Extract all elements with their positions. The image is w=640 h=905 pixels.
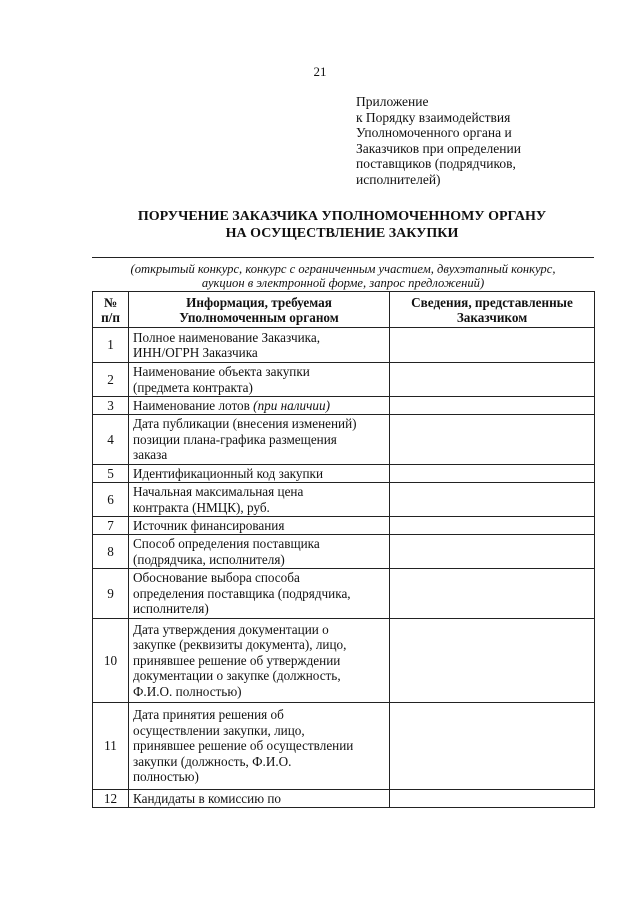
row-number: 6 [93,483,129,517]
row-info-line: Идентификационный код закупки [133,465,324,481]
row-info-line: исполнителя) [133,601,209,617]
row-value-cell[interactable] [390,328,595,363]
procedure-note-line: аукцион в электронной форме, запрос предложений) [201,276,485,290]
row-value-cell[interactable] [390,517,595,535]
row-number: 11 [93,703,129,790]
table-row [93,703,595,790]
row-info-line: Кандидаты в комиссию по [133,790,282,806]
appendix-line: поставщиков (подрядчиков, [356,156,516,172]
row-info-line: Наименование объекта закупки [133,364,310,380]
row-info-line: Дата публикации (внесения изменений) [133,416,357,432]
appendix-line: Заказчиков при определении [356,140,521,156]
row-value-cell[interactable] [390,703,595,790]
header-value-line: Сведения, представленные [411,294,573,310]
row-info [129,535,390,569]
row-value-cell[interactable] [390,465,595,483]
row-info-line: принявшее решение об осуществлении [133,738,354,754]
table-row [93,517,595,535]
row-value-cell[interactable] [390,535,595,569]
row-info [129,397,390,415]
row-number: 8 [93,535,129,569]
row-info-line: Начальная максимальная цена [133,484,304,500]
row-info [129,465,390,483]
row-info-line: осуществлении закупки, лицо, [133,722,305,738]
row-info-line: определения поставщика (подрядчика, [133,585,351,601]
row-number: 12 [93,790,129,808]
row-number: 9 [93,569,129,619]
procedure-note-line: (открытый конкурс, конкурс с ограниченным участием, двухэтапный конкурс, [130,262,556,276]
row-info-line: (подрядчика, исполнителя) [133,551,285,567]
row-info-line: Ф.И.О. полностью) [133,683,242,699]
document-title [90,209,594,242]
row-value-cell[interactable] [390,363,595,397]
row-number: 7 [93,517,129,535]
table-row [93,363,595,397]
row-info-line: (предмета контракта) [133,379,253,395]
row-info [129,790,390,808]
header-number-line: п/п [101,309,120,325]
row-number: 3 [93,397,129,415]
title-underline [92,257,594,258]
table-row [93,465,595,483]
table-row [93,790,595,808]
appendix-line: Приложение [356,94,429,109]
header-required-info [129,292,390,328]
row-info-line: позиции плана-графика размещения [133,431,337,447]
header-number-line: № [103,294,118,310]
table-header-row [93,292,595,328]
row-info-line: Дата принятия решения об [133,707,284,723]
table-row [93,569,595,619]
appendix-block [356,94,606,188]
page-number: 21 [313,64,327,79]
row-info [129,483,390,517]
row-info [129,415,390,465]
table-row [93,619,595,703]
table-row [93,415,595,465]
row-number: 5 [93,465,129,483]
row-number: 10 [93,619,129,703]
header-provided-info [390,292,595,328]
row-value-cell[interactable] [390,619,595,703]
table-row [93,397,595,415]
row-info-line: Наименование лотов [133,397,250,413]
row-value-cell[interactable] [390,397,595,415]
row-info-line: заказа [133,447,168,463]
row-info-line: полностью) [133,769,199,785]
row-value-cell[interactable] [390,569,595,619]
row-info-line: ИНН/ОГРН Заказчика [133,345,258,360]
appendix-line: исполнителей) [356,171,441,187]
row-info-line: Полное наименование Заказчика, [133,329,320,345]
row-value-cell[interactable] [390,483,595,517]
header-info-line: Информация, требуемая [186,294,332,310]
row-info [129,517,390,535]
procedure-types-note [92,262,594,290]
row-value-cell[interactable] [390,790,595,808]
row-info [129,363,390,397]
row-info [129,619,390,703]
row-number: 4 [93,415,129,465]
row-info-line: принявшее решение об утверждении [133,652,341,668]
row-info-line: Способ определения поставщика [133,536,320,552]
row-number: 2 [93,363,129,397]
row-info-line: Источник финансирования [133,517,285,533]
row-info [129,569,390,619]
header-number [93,292,129,328]
row-number: 1 [93,328,129,363]
row-info-line: закупки (должность, Ф.И.О. [133,753,292,769]
table-row [93,483,595,517]
row-info [129,328,390,363]
row-info-line: Дата утверждения документации о [133,621,329,637]
document-title-line: ПОРУЧЕНИЕ ЗАКАЗЧИКА УПОЛНОМОЧЕННОМУ ОРГАНУ [137,209,547,224]
row-info-note: (при наличии) [253,397,330,413]
appendix-line: Уполномоченного органа и [356,125,512,141]
header-info-line: Уполномоченным органом [179,309,339,325]
row-value-cell[interactable] [390,415,595,465]
header-value-line: Заказчиком [456,309,528,325]
table-row [93,328,595,363]
appendix-line: к Порядку взаимодействия [356,109,511,125]
order-form-table [92,291,595,808]
row-info [129,703,390,790]
table-row [93,535,595,569]
row-info-line: документации о закупке (должность, [133,668,341,684]
document-title-line: НА ОСУЩЕСТВЛЕНИЕ ЗАКУПКИ [225,225,459,241]
row-info-line: закупке (реквизиты документа), лицо, [133,637,347,653]
row-info-line: контракта (НМЦК), руб. [133,499,270,515]
row-info-line: Обоснование выбора способа [133,570,300,586]
